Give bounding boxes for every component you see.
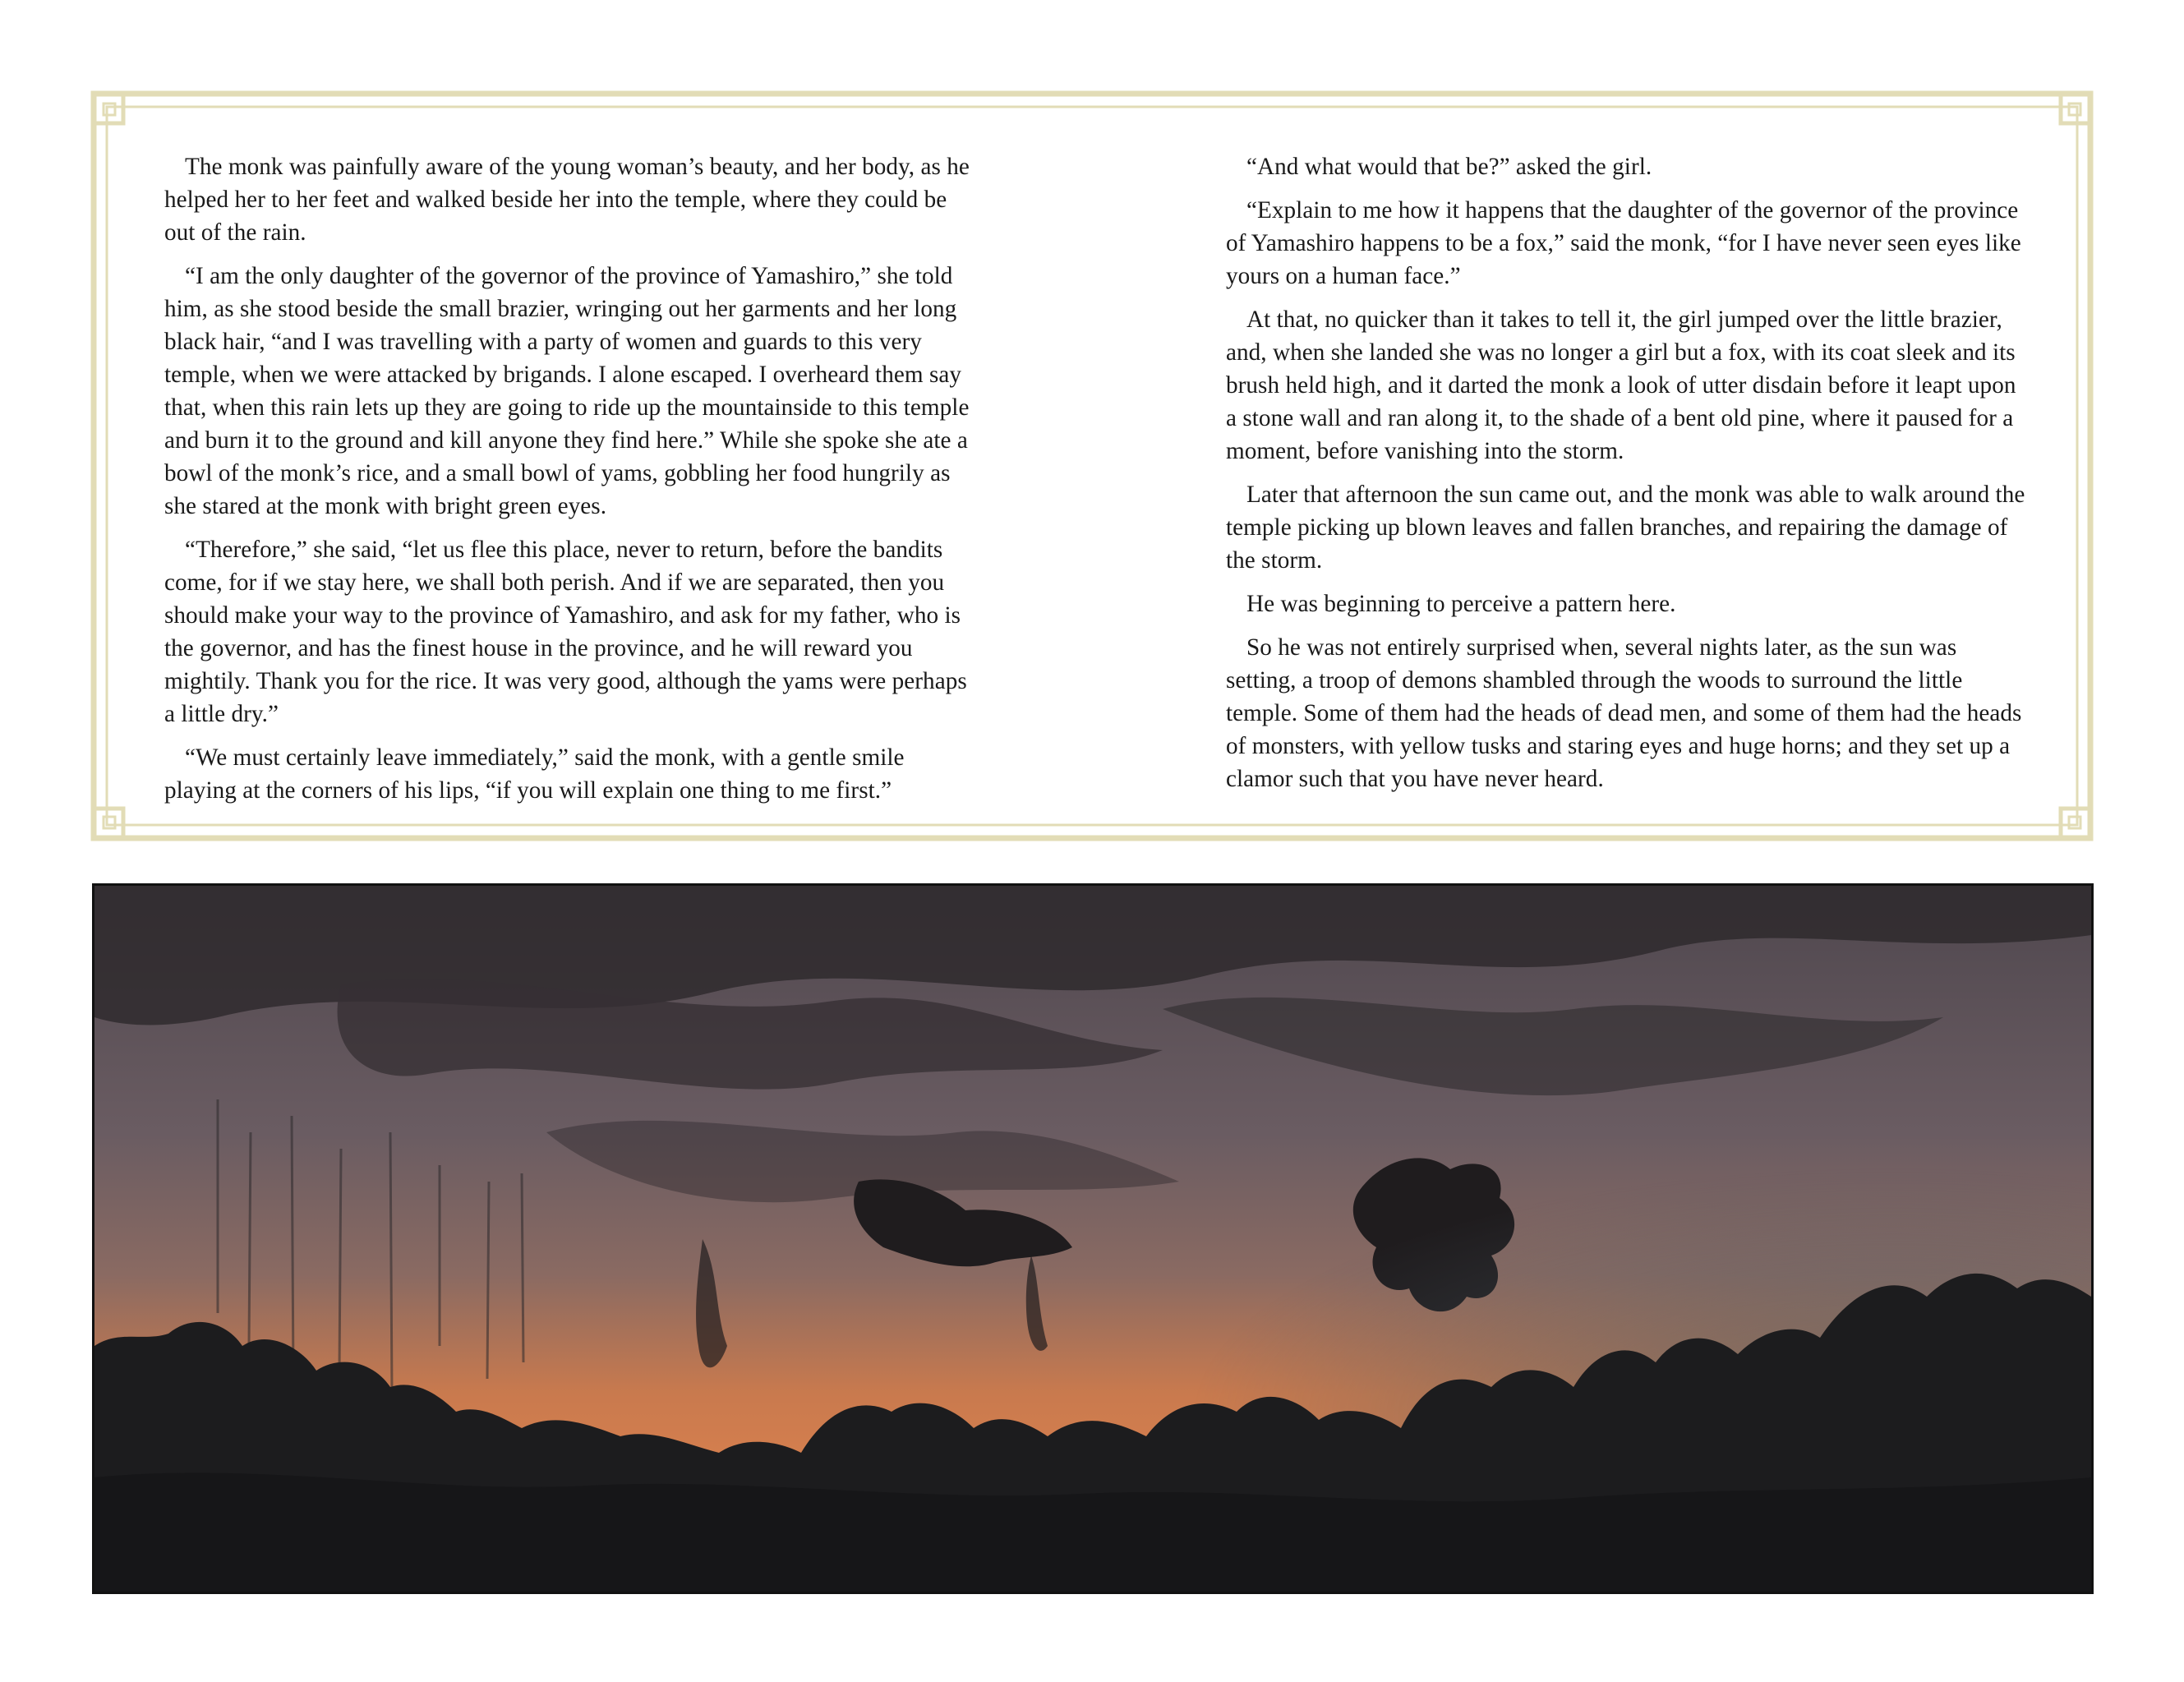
paragraph: He was beginning to perceive a pattern here.	[1246, 591, 1676, 617]
sunset-demon-illustration	[92, 883, 2094, 1594]
paragraph: So he was not entirely surprised when, several nights later, as the sun was setting, a troop of demons shambled through the woods to surround the little temple. Some of them had the heads of dead men, and some of them had the heads of monsters, with yellow tusks and staring eyes and huge horns; and they set up a clamor such that you have never heard.	[1226, 634, 2022, 792]
left-text-column	[164, 150, 970, 818]
paragraph: “I am the only daughter of the governor of the province of Yamashiro,” she told him, as she stood beside the small brazier, wringing out her garments and her long black hair, “and I was travelling with a party of women and guards to this very temple, when we were attacked by brigands. I alone escaped. I overheard them say that, when this rain lets up they are going to ride up the mountainside to this temple and burn it to the ground and kill anyone they find here.” While she spoke she ate a bowl of the monk’s rice, and a small bowl of yams, gobbling her food hungrily as she stared at the monk with bright green eyes.	[164, 263, 970, 519]
paragraph: Later that afternoon the sun came out, and the monk was able to walk around the temple picking up blown leaves and fallen branches, and repairing the damage of the storm.	[1226, 482, 2025, 574]
paragraph: “We must certainly leave immediately,” said the monk, with a gentle smile playing at the corners of his lips, “if you will explain one thing to me first.”	[164, 744, 905, 804]
paragraph: The monk was painfully aware of the young woman’s beauty, and her body, as he helped her to her feet and walked beside her into the temple, where they could be out of the rain.	[164, 154, 970, 246]
illustration-scene	[94, 886, 2091, 1592]
paragraph: “Explain to me how it happens that the daughter of the governor of the province of Yamashiro happens to be a fox,” said the monk, “for I have never seen eyes like yours on a human face.”	[1226, 197, 2021, 289]
paragraph: “Therefore,” she said, “let us flee this place, never to return, before the bandits come, for if we stay here, we shall both perish. And if we are separated, then you should make your way to the province of Yamashiro, and ask for my father, who is the governor, and has the finest house in the province, and he will reward you mightily. Thank you for the rice. It was very good, although the yams were perhaps a little dry.”	[164, 537, 967, 727]
right-text-column	[1226, 150, 2027, 806]
paragraph: At that, no quicker than it takes to tell it, the girl jumped over the little brazier, and, when she landed she was no longer a girl but a fox, with its coat sleek and its brush held high, and it darted the monk a look of utter disdain before it leapt upon a stone wall and ran along it, to the shade of a bent old pine, where it paused for a moment, before vanishing into the storm.	[1226, 306, 2016, 464]
paragraph: “And what would that be?” asked the girl.	[1246, 154, 1652, 180]
